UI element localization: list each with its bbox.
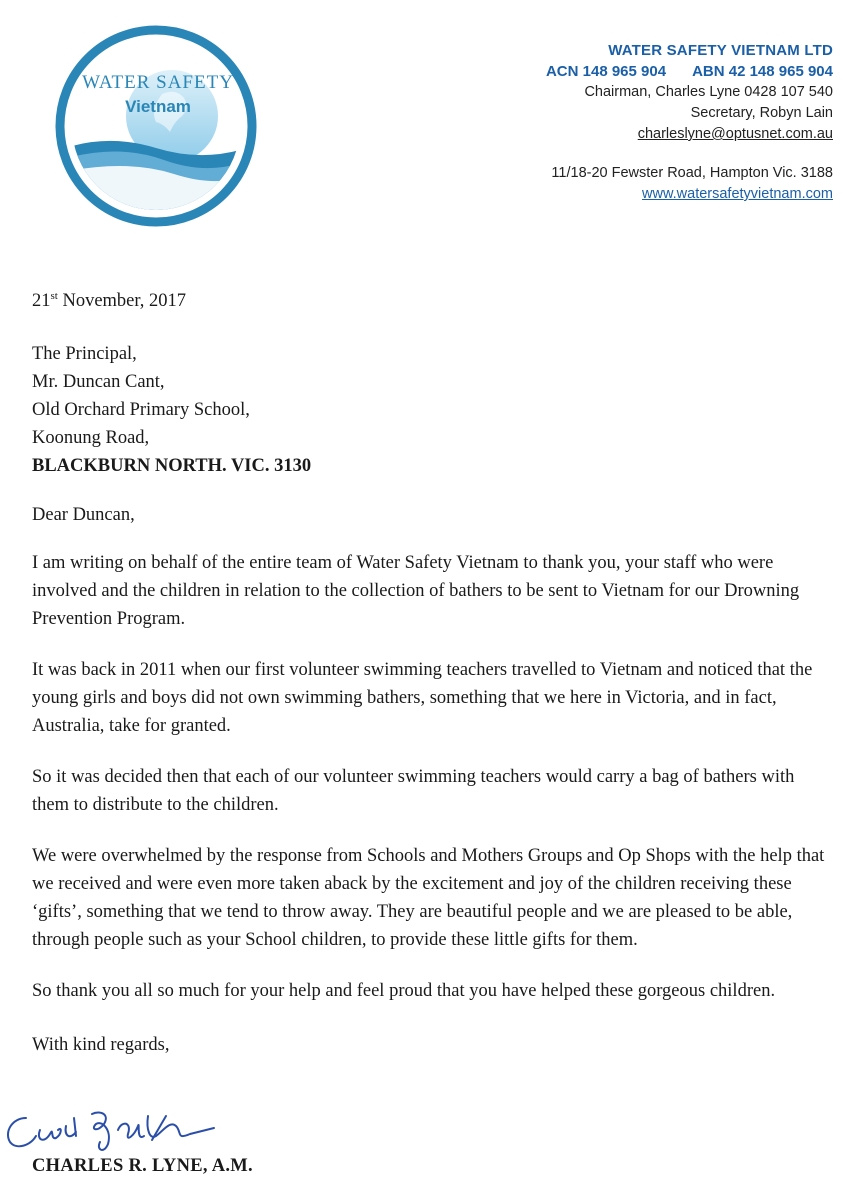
recipient-address bbox=[32, 340, 832, 480]
logo-text-top: WATER SAFETY bbox=[82, 72, 234, 93]
email-link[interactable]: charleslyne@optusnet.com.au bbox=[637, 126, 833, 142]
address-line: Koonung Road, bbox=[32, 428, 150, 449]
letterhead bbox=[413, 40, 833, 205]
address-line: The Principal, bbox=[32, 344, 137, 365]
date-suffix: st bbox=[50, 290, 58, 302]
date-rest: November, 2017 bbox=[57, 291, 187, 312]
website-link[interactable]: www.watersafetyvietnam.com bbox=[642, 186, 833, 202]
company-name: WATER SAFETY VIETNAM LTD bbox=[608, 42, 833, 59]
abn-number: ABN 42 148 965 904 bbox=[692, 63, 833, 80]
paragraph: It was back in 2011 when our first volunteer swimming teachers travelled to Vietnam and noticed that the young girls and boys did not own swimming bathers, something that we here in Victoria, and in fact, Australia, take for granted. bbox=[32, 660, 813, 737]
company-numbers bbox=[413, 61, 833, 82]
address-city-line: BLACKBURN NORTH. VIC. 3130 bbox=[32, 456, 312, 477]
postal-address: 11/18-20 Fewster Road, Hampton Vic. 3188 bbox=[551, 165, 833, 181]
acn-number: ACN 148 965 904 bbox=[545, 63, 667, 80]
address-line: Mr. Duncan Cant, bbox=[32, 372, 165, 393]
logo-text-bottom: Vietnam bbox=[125, 97, 191, 116]
signer-name: CHARLES R. LYNE, A.M. bbox=[32, 1156, 253, 1176]
address-line: Old Orchard Primary School, bbox=[32, 400, 250, 421]
letter-body bbox=[32, 282, 832, 1059]
closing: With kind regards, bbox=[32, 1035, 170, 1056]
paragraph: So it was decided then that each of our volunteer swimming teachers would carry a bag of bathers with them to distribute to the children. bbox=[32, 767, 795, 816]
paragraph: I am writing on behalf of the entire team of Water Safety Vietnam to thank you, your staff who were involved and the children in relation to the collection of bathers to be sent to Vietnam for our Drowning Prevention Program. bbox=[32, 553, 800, 630]
letterhead-spacer bbox=[413, 145, 833, 163]
letter-date bbox=[32, 282, 832, 315]
secretary-line: Secretary, Robyn Lain bbox=[690, 105, 833, 121]
chairman-line: Chairman, Charles Lyne 0428 107 540 bbox=[584, 84, 833, 100]
water-safety-vietnam-logo bbox=[54, 24, 258, 228]
date-day: 21 bbox=[32, 291, 51, 312]
paragraph: We were overwhelmed by the response from Schools and Mothers Groups and Op Shops with the help that we received and were even more taken aback by the excitement and joy of the children receiving these ‘gifts’, something that we tend to throw away. They are beautiful people and we are pleased to be able, through people such as your School children, to provide these little gifts for them. bbox=[32, 846, 825, 951]
salutation: Dear Duncan, bbox=[32, 505, 135, 526]
paragraph: So thank you all so much for your help and feel proud that you have helped these gorgeous children. bbox=[32, 981, 776, 1002]
handwritten-signature bbox=[0, 1096, 230, 1156]
